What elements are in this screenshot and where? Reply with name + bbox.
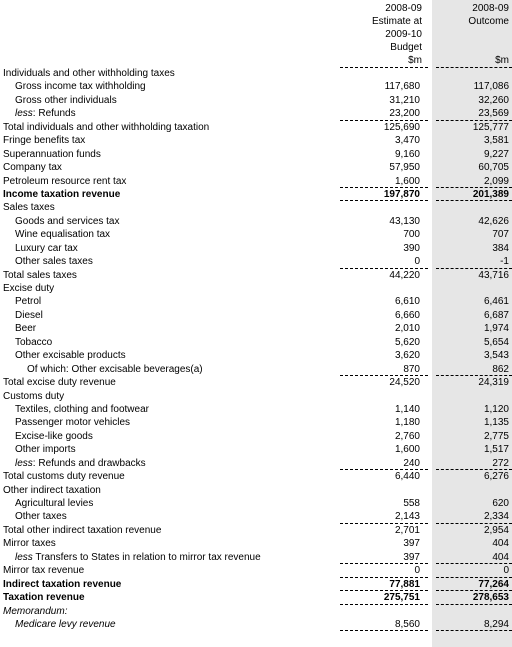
row-label: Taxation revenue bbox=[3, 592, 85, 604]
row-label: Total individuals and other withholding taxation bbox=[3, 121, 210, 133]
row-label: Beer bbox=[15, 323, 37, 335]
value-outcome: 32,260 bbox=[478, 94, 509, 106]
value-estimate: 23,200 bbox=[389, 108, 420, 120]
table-row bbox=[0, 618, 512, 631]
value-outcome: 404 bbox=[492, 538, 509, 550]
value-outcome: 707 bbox=[492, 229, 509, 241]
value-estimate: 6,440 bbox=[394, 471, 420, 483]
value-outcome: 1,517 bbox=[483, 444, 509, 456]
table-row bbox=[0, 309, 512, 322]
table-row bbox=[0, 484, 512, 497]
table-row bbox=[0, 524, 512, 537]
table-row bbox=[0, 80, 512, 93]
table-row bbox=[0, 255, 512, 268]
table-row bbox=[0, 121, 512, 134]
table-row bbox=[0, 161, 512, 174]
table-row bbox=[0, 295, 512, 308]
row-label: Total other indirect taxation revenue bbox=[3, 524, 162, 536]
row-label-text: Transfers to States in relation to mirror tax revenue bbox=[32, 551, 261, 563]
table-row bbox=[0, 148, 512, 161]
value-outcome: 272 bbox=[492, 457, 509, 469]
value-estimate: 31,210 bbox=[389, 94, 420, 106]
row-label: Diesel bbox=[15, 309, 43, 321]
table-row bbox=[0, 578, 512, 591]
header-estimate: 2008-09 Estimate at 2009-10 Budget bbox=[371, 3, 422, 53]
table-row bbox=[0, 282, 512, 295]
table-row bbox=[0, 510, 512, 523]
value-estimate: 275,751 bbox=[383, 592, 420, 604]
value-estimate: 0 bbox=[414, 565, 420, 577]
table-row bbox=[0, 363, 512, 376]
value-outcome: 117,086 bbox=[473, 81, 509, 93]
table-row bbox=[0, 215, 512, 228]
row-label: Fringe benefits tax bbox=[3, 135, 86, 147]
table-row bbox=[0, 67, 512, 80]
value-outcome: 77,264 bbox=[478, 578, 509, 590]
row-label: Petrol bbox=[15, 296, 42, 308]
value-outcome: 0 bbox=[503, 565, 509, 577]
value-outcome: 24,319 bbox=[478, 377, 509, 389]
value-estimate: 44,220 bbox=[389, 269, 420, 281]
value-outcome: 3,543 bbox=[483, 350, 509, 362]
row-label: Mirror tax revenue bbox=[3, 565, 85, 577]
value-outcome: 2,775 bbox=[483, 430, 509, 442]
table-row bbox=[0, 336, 512, 349]
table-row bbox=[0, 537, 512, 550]
row-label: Gross income tax withholding bbox=[15, 81, 146, 93]
row-label: Tobacco bbox=[15, 336, 53, 348]
value-estimate: 9,160 bbox=[394, 148, 420, 160]
table-row bbox=[0, 390, 512, 403]
value-estimate: 1,180 bbox=[394, 417, 420, 429]
table-row bbox=[0, 470, 512, 483]
value-outcome: 6,461 bbox=[483, 296, 509, 308]
table-row bbox=[0, 134, 512, 147]
row-label: Luxury car tax bbox=[15, 242, 78, 254]
row-label: Petroleum resource rent tax bbox=[3, 175, 127, 187]
table-row bbox=[0, 443, 512, 456]
table-row bbox=[0, 269, 512, 282]
row-label: Other imports bbox=[15, 444, 76, 456]
row-label: Total sales taxes bbox=[3, 269, 77, 281]
row-label: Other sales taxes bbox=[15, 256, 93, 268]
value-estimate: 77,881 bbox=[389, 578, 420, 590]
row-label: Total customs duty revenue bbox=[3, 471, 125, 483]
subtotal-rule-outcome bbox=[436, 630, 512, 631]
row-label: Goods and services tax bbox=[15, 215, 120, 227]
value-outcome: 42,626 bbox=[478, 215, 509, 227]
value-estimate: 390 bbox=[403, 242, 420, 254]
row-label bbox=[15, 107, 76, 120]
row-label: Total excise duty revenue bbox=[3, 377, 116, 389]
row-label: Indirect taxation revenue bbox=[3, 578, 122, 590]
row-label: Mirror taxes bbox=[3, 538, 56, 550]
table-header bbox=[0, 0, 512, 67]
value-outcome: 1,974 bbox=[483, 323, 509, 335]
value-outcome: 3,581 bbox=[483, 135, 509, 147]
value-outcome: 5,654 bbox=[483, 336, 509, 348]
value-outcome: 620 bbox=[492, 498, 509, 509]
value-outcome: 278,653 bbox=[472, 592, 509, 604]
row-label: Textiles, clothing and footwear bbox=[15, 403, 149, 415]
row-label: Other excisable products bbox=[15, 350, 126, 362]
row-label: Company tax bbox=[3, 162, 62, 174]
row-label-prefix: less bbox=[15, 457, 33, 469]
value-outcome: 2,334 bbox=[483, 511, 509, 523]
value-estimate: 6,660 bbox=[394, 309, 420, 321]
value-estimate: 2,010 bbox=[394, 323, 420, 335]
table-row bbox=[0, 107, 512, 120]
value-outcome: 125,777 bbox=[472, 121, 509, 133]
table-row bbox=[0, 94, 512, 107]
row-label: Gross other individuals bbox=[15, 94, 117, 106]
table-row bbox=[0, 591, 512, 604]
value-estimate: 197,870 bbox=[383, 188, 420, 200]
table-row bbox=[0, 457, 512, 470]
row-label: Excise-like goods bbox=[15, 430, 93, 442]
value-outcome: 8,294 bbox=[483, 618, 509, 630]
table-row bbox=[0, 175, 512, 188]
subtotal-rule-estimate bbox=[340, 630, 428, 631]
value-estimate: 43,130 bbox=[389, 215, 420, 227]
table-row bbox=[0, 188, 512, 201]
table-row bbox=[0, 430, 512, 443]
row-label: Excise duty bbox=[3, 283, 55, 294]
row-label: Agricultural levies bbox=[15, 498, 94, 509]
value-estimate: 24,520 bbox=[389, 377, 420, 389]
value-estimate: 397 bbox=[403, 551, 420, 563]
value-estimate: 5,620 bbox=[394, 336, 420, 348]
value-estimate: 1,140 bbox=[394, 403, 420, 415]
value-estimate: 3,470 bbox=[394, 135, 420, 147]
value-outcome: 60,705 bbox=[478, 162, 509, 174]
row-label-prefix: less bbox=[15, 551, 33, 563]
table-row bbox=[0, 551, 512, 564]
value-estimate: 6,610 bbox=[394, 296, 420, 308]
row-label: Customs duty bbox=[3, 390, 65, 402]
value-estimate: 125,690 bbox=[383, 121, 420, 133]
row-label: Other indirect taxation bbox=[3, 484, 101, 496]
value-outcome: 862 bbox=[492, 363, 509, 375]
row-label: Superannuation funds bbox=[3, 148, 101, 160]
unit-outcome: $m bbox=[495, 55, 509, 66]
row-label: Income taxation revenue bbox=[3, 188, 121, 200]
row-label-text: : Refunds bbox=[32, 108, 76, 120]
table-row bbox=[0, 497, 512, 510]
value-outcome: 404 bbox=[492, 551, 509, 563]
value-estimate: 8,560 bbox=[394, 618, 420, 630]
value-estimate: 2,701 bbox=[394, 524, 420, 536]
row-label: Sales taxes bbox=[3, 202, 55, 214]
value-estimate: 2,760 bbox=[394, 430, 420, 442]
unit-estimate: $m bbox=[408, 55, 422, 66]
table-row bbox=[0, 376, 512, 389]
value-outcome: 9,227 bbox=[483, 148, 509, 160]
table-body bbox=[0, 67, 512, 631]
value-estimate: 397 bbox=[403, 538, 420, 550]
header-outcome: 2008-09 Outcome bbox=[468, 3, 509, 27]
row-label: Medicare levy revenue bbox=[15, 618, 116, 630]
table-row bbox=[0, 228, 512, 241]
value-outcome: 201,389 bbox=[472, 188, 509, 200]
table-row bbox=[0, 564, 512, 577]
table-row bbox=[0, 349, 512, 362]
table-row bbox=[0, 322, 512, 335]
row-label: Wine equalisation tax bbox=[15, 229, 111, 241]
table-row bbox=[0, 403, 512, 416]
value-estimate: 57,950 bbox=[389, 162, 420, 174]
row-label: Passenger motor vehicles bbox=[15, 417, 131, 429]
value-outcome: 1,135 bbox=[483, 417, 509, 429]
row-label: Of which: Other excisable beverages(a) bbox=[27, 363, 203, 375]
value-estimate: 117,680 bbox=[384, 81, 420, 93]
value-estimate: 0 bbox=[414, 256, 420, 268]
value-estimate: 3,620 bbox=[394, 350, 420, 362]
value-outcome: 23,569 bbox=[478, 108, 509, 120]
row-label: Individuals and other withholding taxes bbox=[3, 68, 175, 79]
table-row bbox=[0, 416, 512, 429]
value-estimate: 240 bbox=[403, 457, 420, 469]
value-outcome: 2,954 bbox=[483, 524, 509, 536]
value-outcome: 6,687 bbox=[483, 309, 509, 321]
value-estimate: 700 bbox=[403, 229, 420, 241]
row-label-prefix: less bbox=[15, 108, 33, 120]
value-estimate: 1,600 bbox=[394, 444, 420, 456]
value-outcome: 6,276 bbox=[483, 471, 509, 483]
value-outcome: 1,120 bbox=[483, 403, 509, 415]
row-label: Memorandum: bbox=[3, 605, 68, 617]
value-outcome: 384 bbox=[492, 242, 509, 254]
row-label-text: : Refunds and drawbacks bbox=[32, 457, 146, 469]
table-row bbox=[0, 242, 512, 255]
row-label: Other taxes bbox=[15, 511, 67, 523]
value-outcome: -1 bbox=[500, 256, 509, 268]
value-estimate: 870 bbox=[403, 363, 420, 375]
table-row bbox=[0, 605, 512, 618]
value-outcome: 2,099 bbox=[483, 175, 509, 187]
table-row bbox=[0, 201, 512, 214]
row-label bbox=[15, 551, 261, 564]
value-estimate: 1,600 bbox=[394, 175, 420, 187]
value-estimate: 558 bbox=[403, 498, 420, 509]
row-label bbox=[15, 457, 146, 470]
value-estimate: 2,143 bbox=[394, 511, 420, 523]
value-outcome: 43,716 bbox=[478, 269, 509, 281]
